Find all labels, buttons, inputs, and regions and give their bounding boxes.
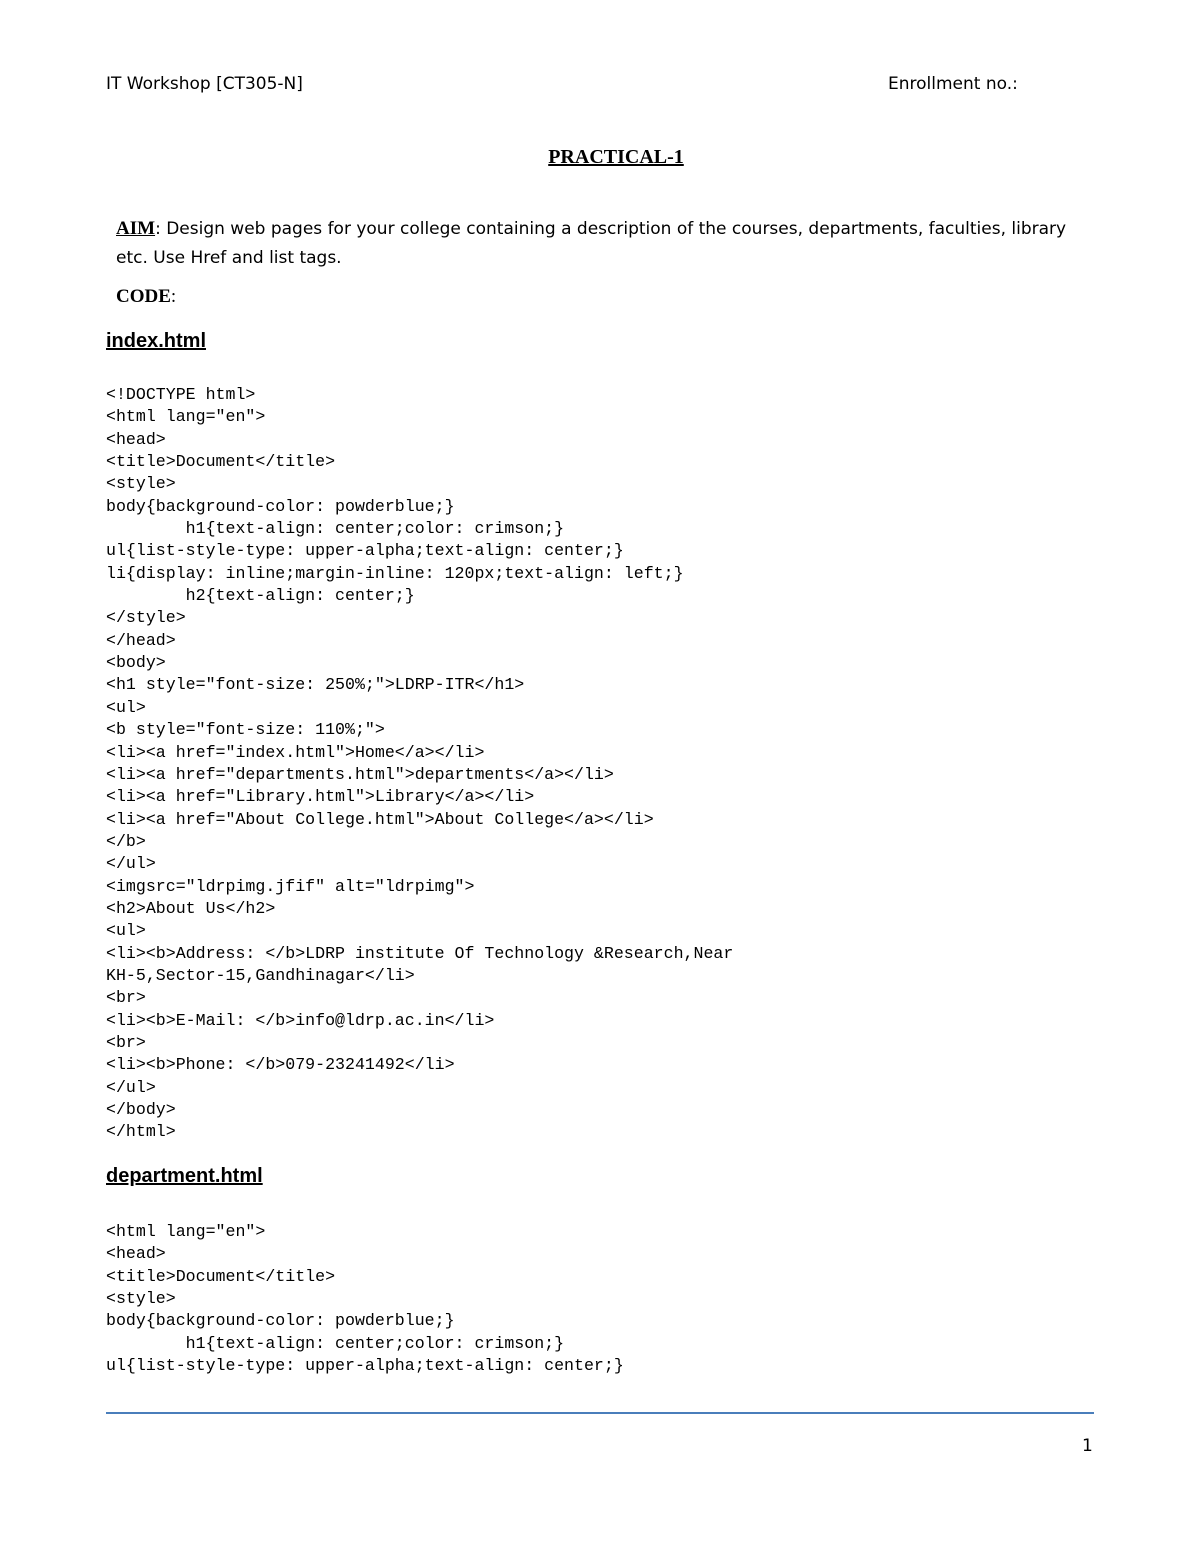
aim-paragraph (116, 214, 1096, 273)
code-line: <br> (106, 1032, 146, 1052)
code-line: body{background-color: powderblue;} (106, 1311, 455, 1331)
code-line: ul{list-style-type: upper-alpha;text-align: center;} (106, 1356, 624, 1376)
code-line: <li><b>Address: </b>LDRP institute Of Technology &Research,Near (106, 943, 734, 963)
code-line: <li><a href="About College.html">About College</a></li> (106, 809, 654, 829)
code-line: </body> (106, 1100, 176, 1119)
code-line: h1{text-align: center;color: crimson;} (106, 1333, 565, 1353)
code-line: </ul> (106, 854, 156, 874)
header-enrollment: Enrollment no.: (888, 74, 1018, 94)
file-heading-index: index.html (106, 330, 207, 352)
code-line: <h1 style="font-size: 250%;">LDRP-ITR</h1> (106, 675, 525, 695)
header-course: IT Workshop [CT305-N] (106, 74, 303, 94)
code-line: ul{list-style-type: upper-alpha;text-align: center;} (106, 541, 624, 561)
code-line: <html lang="en"> (106, 1222, 266, 1241)
code-line: h1{text-align: center;color: crimson;} (106, 519, 565, 539)
code-line: <li><b>Phone: </b>079-23241492</li> (106, 1055, 455, 1075)
code-line: <imgsrc="ldrpimg.jfif" alt="ldrpimg"> (106, 876, 475, 896)
code-line: <head> (106, 429, 166, 449)
code-line: </html> (106, 1122, 176, 1142)
aim-text: : Design web pages for your college containing a description of the courses, departments, faculties, library etc. Use Href and list tags. (116, 219, 1067, 268)
code-line: <br> (106, 988, 146, 1008)
code-line: <title>Document</title> (106, 1266, 336, 1286)
code-line: <title>Document</title> (106, 452, 336, 472)
code-line: <li><b>E-Mail: </b>info@ldrp.ac.in</li> (106, 1010, 495, 1030)
code-line: <ul> (106, 697, 146, 717)
code-line: <html lang="en"> (106, 407, 266, 427)
file-heading-department: department.html (106, 1165, 263, 1187)
code-line: <!DOCTYPE html> (106, 385, 256, 404)
code-line: </style> (106, 608, 186, 628)
code-line: <li><a href="Library.html">Library</a></li> (106, 787, 535, 807)
code-line: body{background-color: powderblue;} (106, 496, 455, 516)
code-line: </ul> (106, 1077, 156, 1097)
code-line: </head> (106, 630, 176, 650)
code-line: <li><a href="departments.html">departments</a></li> (106, 764, 614, 784)
code-line: <li><a href="index.html">Home</a></li> (106, 742, 485, 762)
code-line: <style> (106, 474, 176, 494)
code-line: <head> (106, 1244, 166, 1264)
code-line: <h2>About Us</h2> (106, 898, 276, 918)
code-block-index (106, 384, 733, 1144)
aim-label: AIM (116, 218, 156, 239)
code-line: <style> (106, 1289, 176, 1309)
code-line: <body> (106, 653, 166, 673)
code-label (116, 286, 176, 308)
page-title: PRACTICAL-1 (548, 146, 684, 168)
code-line: <b style="font-size: 110%;"> (106, 720, 385, 740)
code-block-department (106, 1221, 624, 1377)
code-line: li{display: inline;margin-inline: 120px;text-align: left;} (106, 563, 684, 583)
code-line: KH-5,Sector-15,Gandhinagar</li> (106, 965, 415, 985)
code-label-suffix: : (170, 286, 177, 307)
code-label-text: CODE (116, 286, 171, 307)
page-number: 1 (1082, 1436, 1093, 1456)
code-line: <ul> (106, 921, 146, 941)
footer-rule (106, 1412, 1094, 1414)
code-line: </b> (106, 831, 146, 851)
code-line: h2{text-align: center;} (106, 586, 415, 606)
